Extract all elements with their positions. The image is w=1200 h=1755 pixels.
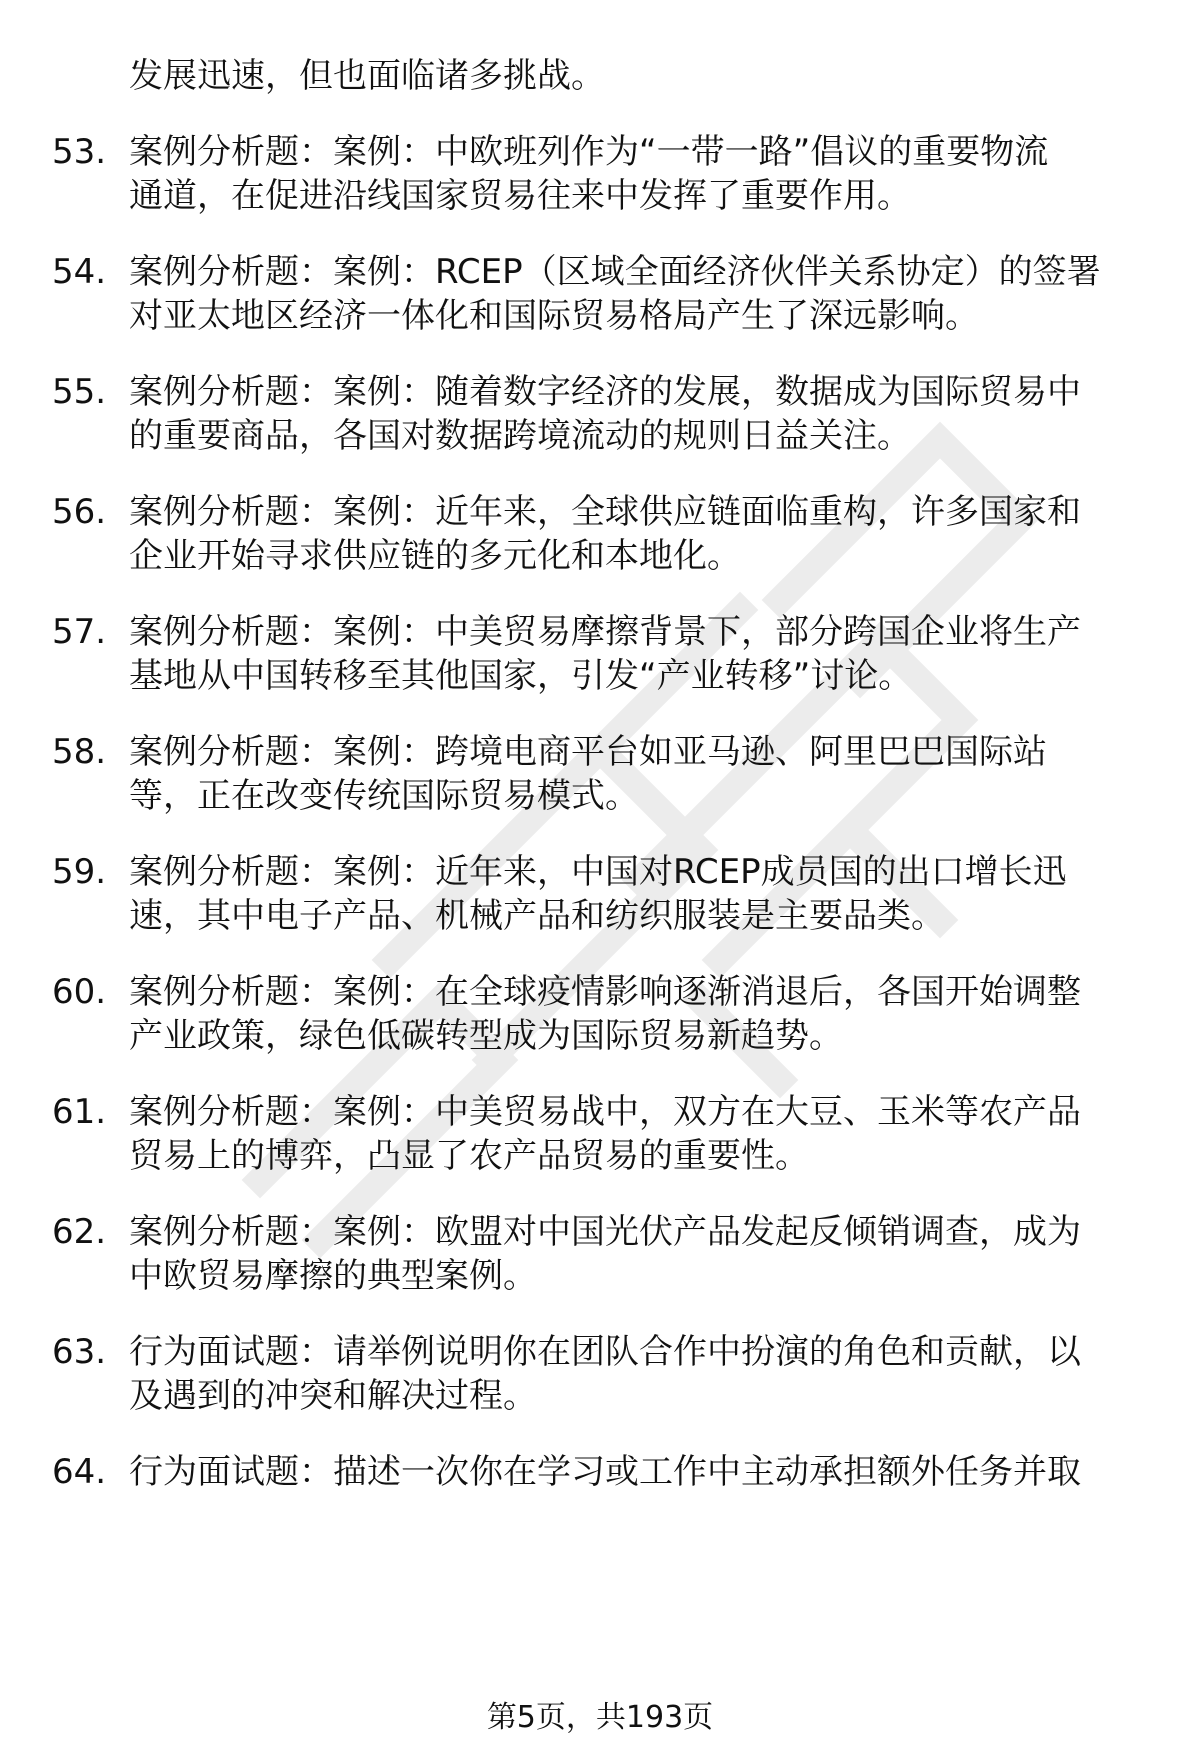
item-number: 62.: [52, 1212, 107, 1252]
item-text-line: 案例分析题：案例：随着数字经济的发展，数据成为国际贸易中: [129, 372, 1081, 412]
item-number: 55.: [52, 372, 107, 412]
item-text-line: 企业开始寻求供应链的多元化和本地化。: [129, 536, 741, 576]
item-number: 57.: [52, 612, 107, 652]
item-text-line: 速，其中电子产品、机械产品和纺织服装是主要品类。: [129, 896, 945, 936]
item-number: 61.: [52, 1092, 107, 1132]
item-text-line: 案例分析题：案例：中美贸易摩擦背景下，部分跨国企业将生产: [129, 612, 1081, 652]
item-text-line: 及遇到的冲突和解决过程。: [129, 1376, 537, 1416]
item-text-line: 产业政策，绿色低碳转型成为国际贸易新趋势。: [129, 1016, 843, 1056]
item-number: 58.: [52, 732, 107, 772]
item-text-line: 行为面试题：描述一次你在学习或工作中主动承担额外任务并取: [129, 1452, 1081, 1492]
item-text-line: 通道，在促进沿线国家贸易往来中发挥了重要作用。: [129, 176, 911, 216]
item-number: 54.: [52, 252, 107, 292]
page-footer: 第5页，共193页: [486, 1700, 714, 1735]
item-number: 64.: [52, 1452, 107, 1492]
item-text-line: 案例分析题：案例：近年来，中国对RCEP成员国的出口增长迅: [129, 852, 1067, 892]
item-text-line: 案例分析题：案例：中欧班列作为“一带一路”倡议的重要物流: [129, 132, 1049, 172]
intro-line: 发展迅速，但也面临诸多挑战。: [129, 56, 605, 96]
item-text-line: 中欧贸易摩擦的典型案例。: [129, 1256, 537, 1296]
item-text-line: 对亚太地区经济一体化和国际贸易格局产生了深远影响。: [129, 296, 979, 336]
item-number: 60.: [52, 972, 107, 1012]
item-text-line: 行为面试题：请举例说明你在团队合作中扮演的角色和贡献，以: [129, 1332, 1081, 1372]
item-text-line: 的重要商品，各国对数据跨境流动的规则日益关注。: [129, 416, 911, 456]
item-text-line: 等，正在改变传统国际贸易模式。: [129, 776, 639, 816]
item-text-line: 案例分析题：案例：跨境电商平台如亚马逊、阿里巴巴国际站: [129, 732, 1047, 772]
item-number: 63.: [52, 1332, 107, 1372]
item-number: 53.: [52, 132, 107, 172]
item-text-line: 案例分析题：案例：RCEP（区域全面经济伙伴关系协定）的签署: [129, 252, 1101, 292]
item-text-line: 案例分析题：案例：中美贸易战中，双方在大豆、玉米等农产品: [129, 1092, 1081, 1132]
item-number: 56.: [52, 492, 107, 532]
item-text-line: 案例分析题：案例：在全球疫情影响逐渐消退后，各国开始调整: [129, 972, 1081, 1012]
item-text-line: 案例分析题：案例：欧盟对中国光伏产品发起反倾销调查，成为: [129, 1212, 1081, 1252]
item-text-line: 案例分析题：案例：近年来，全球供应链面临重构，许多国家和: [129, 492, 1081, 532]
item-number: 59.: [52, 852, 107, 892]
item-text-line: 基地从中国转移至其他国家，引发“产业转移”讨论。: [129, 656, 913, 696]
item-text-line: 贸易上的博弈，凸显了农产品贸易的重要性。: [129, 1136, 809, 1176]
